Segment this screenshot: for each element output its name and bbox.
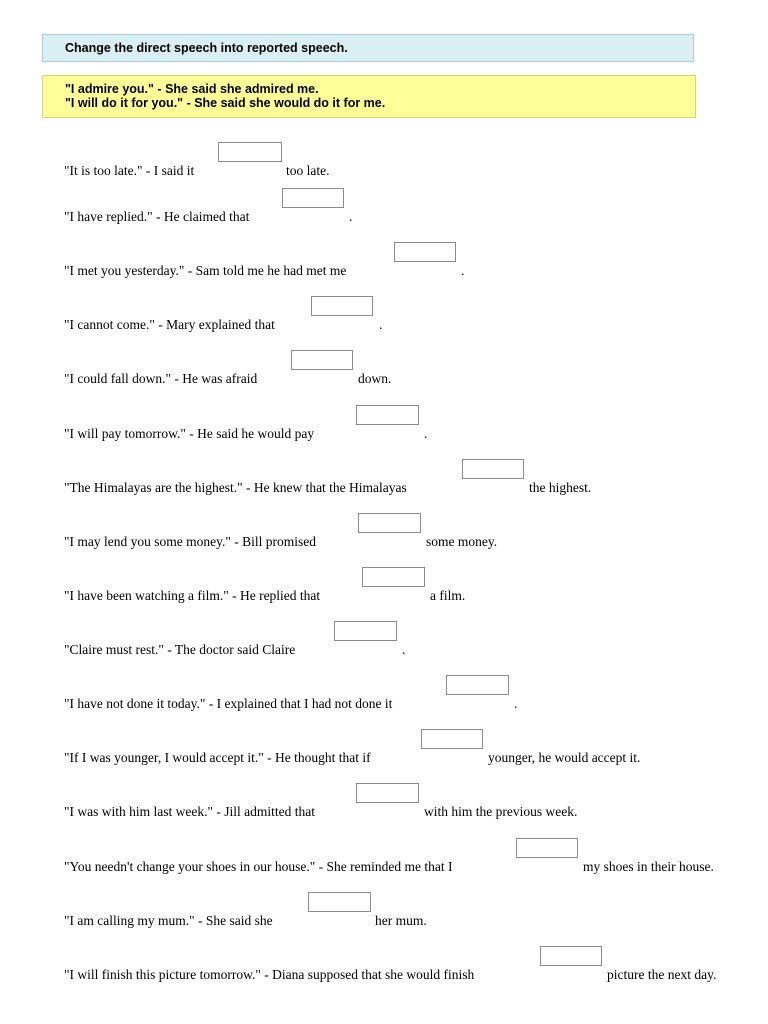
exercise-prompt: "I have replied." - He claimed that — [64, 209, 250, 224]
answer-input[interactable] — [218, 142, 282, 162]
exercise-prompt: "You needn't change your shoes in our house." - She reminded me that I — [64, 859, 453, 874]
exercise-prompt: "I was with him last week." - Jill admitted that — [64, 804, 315, 819]
exercise-continuation: with him the previous week. — [424, 804, 578, 819]
answer-input[interactable] — [334, 621, 397, 641]
exercise-prompt: "I could fall down." - He was afraid — [64, 371, 258, 386]
instruction-text: Change the direct speech into reported speech. — [65, 41, 348, 55]
answer-input[interactable] — [356, 405, 419, 425]
exercise-prompt: "The Himalayas are the highest." - He knew that the Himalayas — [64, 480, 407, 495]
exercise-prompt: "I will pay tomorrow." - He said he would pay — [64, 426, 315, 441]
exercise-prompt: "I cannot come." - Mary explained that — [64, 317, 275, 332]
exercise-continuation: a film. — [430, 588, 466, 603]
exercise-continuation: my shoes in their house. — [583, 859, 714, 874]
exercise-continuation: the highest. — [529, 480, 592, 495]
answer-input[interactable] — [308, 892, 371, 912]
answer-input[interactable] — [282, 188, 344, 208]
answer-input[interactable] — [358, 513, 421, 533]
answer-input[interactable] — [394, 242, 456, 262]
answer-input[interactable] — [540, 946, 602, 966]
exercise-prompt: "It is too late." - I said it — [64, 163, 195, 178]
answer-input[interactable] — [421, 729, 483, 749]
exercise-prompt: "I am calling my mum." - She said she — [64, 913, 273, 928]
answer-input[interactable] — [516, 838, 578, 858]
exercise-continuation: . — [461, 263, 465, 278]
answer-input[interactable] — [462, 459, 524, 479]
exercise-prompt: "I have been watching a film." - He replied that — [64, 588, 321, 603]
exercise-prompt: "If I was younger, I would accept it." - He thought that if — [64, 750, 371, 765]
exercise-continuation: some money. — [426, 534, 498, 549]
example-line: "I will do it for you." - She said she would do it for me. — [65, 96, 386, 110]
exercise-continuation: . — [379, 317, 383, 332]
example-box — [42, 75, 696, 118]
exercise-continuation: her mum. — [375, 913, 427, 928]
exercise-continuation: down. — [358, 371, 392, 386]
exercise-continuation: . — [349, 209, 353, 224]
exercise-continuation: . — [402, 642, 406, 657]
answer-input[interactable] — [446, 675, 509, 695]
exercise-continuation: picture the next day. — [607, 967, 717, 982]
exercise-prompt: "Claire must rest." - The doctor said Claire — [64, 642, 296, 657]
exercise-continuation: . — [424, 426, 428, 441]
exercise-prompt: "I will finish this picture tomorrow." - Diana supposed that she would finish — [64, 967, 475, 982]
exercise-prompt: "I may lend you some money." - Bill promised — [64, 534, 316, 549]
example-line: "I admire you." - She said she admired me. — [65, 82, 319, 96]
exercise-continuation: too late. — [286, 163, 330, 178]
exercise-continuation: younger, he would accept it. — [488, 750, 641, 765]
exercise-prompt: "I met you yesterday." - Sam told me he had met me — [64, 263, 347, 278]
exercise-prompt: "I have not done it today." - I explained that I had not done it — [64, 696, 393, 711]
exercise-continuation: . — [514, 696, 518, 711]
answer-input[interactable] — [311, 296, 373, 316]
instruction-box — [42, 34, 694, 62]
answer-input[interactable] — [362, 567, 425, 587]
answer-input[interactable] — [356, 783, 419, 803]
answer-input[interactable] — [291, 350, 353, 370]
